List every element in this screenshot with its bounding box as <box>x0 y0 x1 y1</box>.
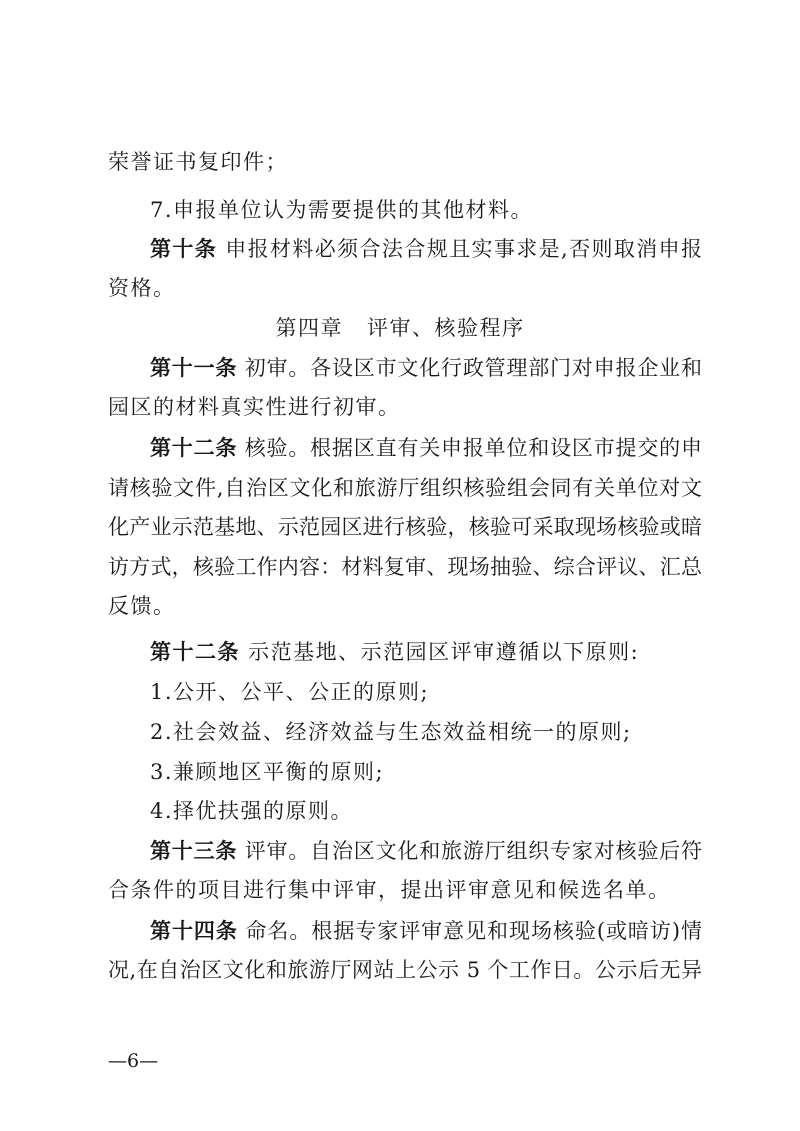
article-11-continuation: 园区的材料真实性进行初审。 <box>108 395 401 419</box>
principle-3: 3.兼顾地区平衡的原则; <box>150 760 385 784</box>
text-line-continuation: 荣誉证书复印件； <box>108 150 288 174</box>
article-12a: 第十二条 核验。根据区直有关申报单位和设区市提交的申 <box>150 435 702 460</box>
list-item-7: 7.申报单位认为需要提供的其他材料。 <box>150 198 534 222</box>
article-heading: 第十三条 <box>150 838 238 863</box>
principle-4: 4.择优扶强的原则。 <box>150 799 354 823</box>
article-12a-line-3: 化产业示范基地、示范园区进行核验，核验可采取现场核验或暗 <box>108 515 702 539</box>
article-12a-line-4: 访方式，核验工作内容：材料复审、现场抽验、综合评议、汇总 <box>108 555 702 579</box>
article-heading: 第十一条 <box>150 355 238 380</box>
article-10: 第十条 申报材料必须合法合规且实事求是,否则取消申报 <box>150 236 703 261</box>
principle-2: 2.社会效益、经济效益与生态效益相统一的原则; <box>150 720 632 744</box>
chapter-heading <box>0 316 800 340</box>
article-12b: 第十二条 示范基地、示范园区评审遵循以下原则: <box>150 639 640 664</box>
article-14-line-2: 况,在自治区文化和旅游厅网站上公示 5 个工作日。公示后无异 <box>108 958 702 982</box>
article-11: 第十一条 初审。各设区市文化行政管理部门对申报企业和 <box>150 355 702 380</box>
chapter-title: 评审、核验程序 <box>367 316 525 340</box>
article-12a-line-5: 反馈。 <box>108 594 176 618</box>
article-heading: 第十二条 <box>150 435 238 460</box>
page-number: —6— <box>108 1050 159 1072</box>
article-heading: 第十二条 <box>150 639 240 664</box>
article-14: 第十四条 命名。根据专家评审意见和现场核验(或暗访)情 <box>150 918 703 943</box>
article-heading: 第十条 <box>150 236 218 261</box>
principle-1: 1.公开、公平、公正的原则; <box>150 680 430 704</box>
chapter-number: 第四章 <box>275 316 343 340</box>
article-13-continuation: 合条件的项目进行集中评审，提出评审意见和候选名单。 <box>108 878 671 902</box>
article-13: 第十三条 评审。自治区文化和旅游厅组织专家对核验后符 <box>150 838 702 863</box>
article-10-continuation: 资格。 <box>108 276 176 300</box>
article-heading: 第十四条 <box>150 918 238 943</box>
article-12a-line-2: 请核验文件,自治区文化和旅游厅组织核验组会同有关单位对文 <box>108 476 702 500</box>
